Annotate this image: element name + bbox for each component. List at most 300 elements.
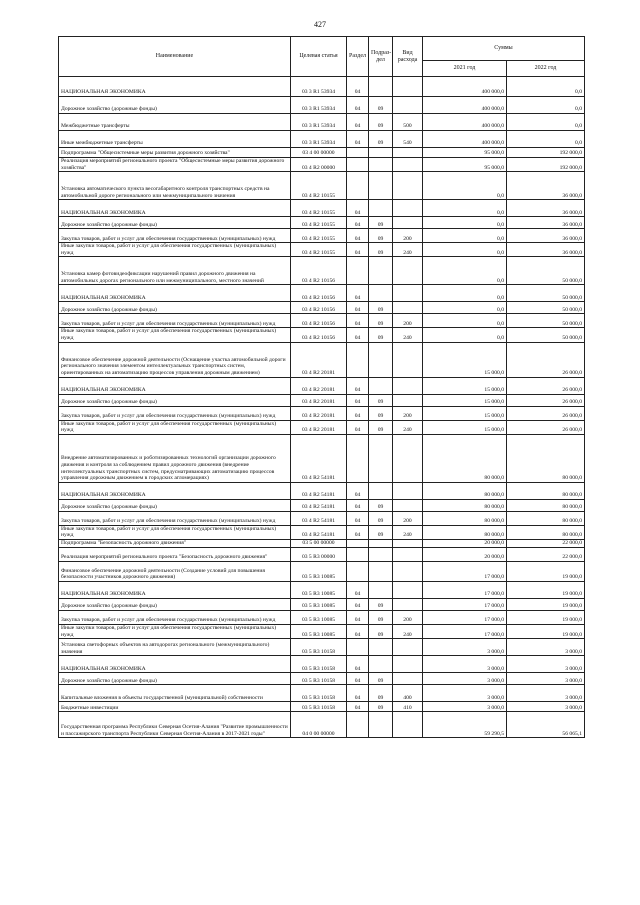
row-name: Установка светофорных объектов на автодорогах регионального (межмуниципального) значения	[59, 639, 291, 656]
table-row	[59, 394, 585, 406]
row-subsection	[369, 285, 393, 302]
row-expense-type	[393, 377, 423, 394]
row-target-article: 03 4 R2 00000	[291, 158, 347, 172]
table-row	[59, 257, 585, 285]
row-subsection	[369, 257, 393, 285]
row-amount-2022: 0,0	[507, 114, 585, 131]
row-amount-2021: 20 000,0	[423, 539, 507, 547]
row-amount-2021: 3 000,0	[423, 639, 507, 656]
row-section: 04	[347, 581, 369, 598]
row-section: 04	[347, 511, 369, 525]
row-subsection	[369, 158, 393, 172]
row-amount-2021: 15 000,0	[423, 420, 507, 434]
row-section: 04	[347, 610, 369, 624]
row-section: 04	[347, 200, 369, 217]
row-target-article: 03 4 R2 54181	[291, 525, 347, 539]
row-amount-2021: 0,0	[423, 257, 507, 285]
row-amount-2021: 17 000,0	[423, 561, 507, 581]
table-row	[59, 114, 585, 131]
row-amount-2022: 3 000,0	[507, 656, 585, 673]
row-amount-2022: 22 000,0	[507, 539, 585, 547]
row-expense-type: 240	[393, 525, 423, 539]
row-section: 04	[347, 131, 369, 148]
row-amount-2022: 192 000,0	[507, 158, 585, 172]
row-amount-2021: 80 000,0	[423, 482, 507, 499]
row-expense-type: 410	[393, 702, 423, 712]
row-subsection: 09	[369, 114, 393, 131]
row-name: Иные закупки товаров, работ и услуг для обеспечения государственных (муниципальных) нужд	[59, 624, 291, 638]
row-amount-2022: 36 000,0	[507, 172, 585, 200]
row-expense-type: 200	[393, 610, 423, 624]
row-section: 04	[347, 525, 369, 539]
row-expense-type	[393, 482, 423, 499]
row-amount-2021: 17 000,0	[423, 581, 507, 598]
row-target-article: 03 5 00 00000	[291, 539, 347, 547]
row-name: НАЦИОНАЛЬНАЯ ЭКОНОМИКА	[59, 200, 291, 217]
row-expense-type	[393, 499, 423, 511]
row-amount-2021: 3 000,0	[423, 685, 507, 702]
row-amount-2021: 400 000,0	[423, 114, 507, 131]
row-section	[347, 342, 369, 377]
row-amount-2021: 400 000,0	[423, 77, 507, 97]
row-name: Иные закупки товаров, работ и услуг для обеспечения государственных (муниципальных) нужд	[59, 243, 291, 257]
row-target-article: 03 3 R1 53934	[291, 77, 347, 97]
table-row	[59, 434, 585, 482]
row-target-article: 03 4 R2 54181	[291, 482, 347, 499]
row-section: 04	[347, 97, 369, 114]
row-expense-type	[393, 547, 423, 561]
table-row	[59, 656, 585, 673]
table-row	[59, 342, 585, 377]
row-name: Закупка товаров, работ и услуг для обеспечения государственных (муниципальных) нужд	[59, 406, 291, 420]
row-name: Дорожное хозяйство (дорожные фонды)	[59, 217, 291, 229]
table-row	[59, 511, 585, 525]
row-section	[347, 148, 369, 158]
row-amount-2021: 15 000,0	[423, 394, 507, 406]
row-amount-2021: 3 000,0	[423, 702, 507, 712]
row-subsection: 09	[369, 217, 393, 229]
row-name: Подпрограмма "Безопасность дорожного движения"	[59, 539, 291, 547]
row-section	[347, 158, 369, 172]
row-name: Дорожное хозяйство (дорожные фонды)	[59, 97, 291, 114]
row-target-article: 03 4 R2 54181	[291, 511, 347, 525]
row-target-article: 03 4 R2 20181	[291, 377, 347, 394]
row-name: Иные межбюджетные трансферты	[59, 131, 291, 148]
row-amount-2022: 50 000,0	[507, 257, 585, 285]
row-subsection: 09	[369, 624, 393, 638]
row-expense-type	[393, 217, 423, 229]
row-target-article: 03 4 R2 20181	[291, 406, 347, 420]
row-expense-type: 200	[393, 406, 423, 420]
table-row	[59, 499, 585, 511]
row-section: 04	[347, 482, 369, 499]
row-subsection: 09	[369, 525, 393, 539]
row-subsection: 09	[369, 610, 393, 624]
row-target-article: 03 4 R2 10155	[291, 172, 347, 200]
row-section	[347, 639, 369, 656]
row-section	[347, 712, 369, 738]
row-target-article: 03 3 R1 53934	[291, 97, 347, 114]
row-amount-2022: 80 000,0	[507, 499, 585, 511]
row-expense-type	[393, 581, 423, 598]
row-subsection: 09	[369, 314, 393, 328]
row-target-article: 03 4 R2 10155	[291, 217, 347, 229]
row-amount-2022: 26 000,0	[507, 406, 585, 420]
table-row	[59, 302, 585, 314]
row-section: 04	[347, 685, 369, 702]
row-section	[347, 172, 369, 200]
row-name: Закупка товаров, работ и услуг для обеспечения государственных (муниципальных) нужд	[59, 511, 291, 525]
row-expense-type: 240	[393, 624, 423, 638]
row-expense-type	[393, 172, 423, 200]
row-subsection: 09	[369, 394, 393, 406]
row-subsection	[369, 342, 393, 377]
row-target-article: 03 4 R2 20181	[291, 342, 347, 377]
row-expense-type	[393, 302, 423, 314]
table-row	[59, 328, 585, 342]
row-amount-2022: 3 000,0	[507, 639, 585, 656]
row-section: 04	[347, 499, 369, 511]
row-name: Иные закупки товаров, работ и услуг для обеспечения государственных (муниципальных) нужд	[59, 525, 291, 539]
row-amount-2022: 80 000,0	[507, 525, 585, 539]
row-amount-2022: 80 000,0	[507, 511, 585, 525]
row-expense-type	[393, 77, 423, 97]
row-amount-2021: 59 290,5	[423, 712, 507, 738]
header-name: Наименование	[59, 37, 291, 77]
row-target-article: 03 4 R2 10155	[291, 200, 347, 217]
row-expense-type	[393, 200, 423, 217]
row-name: НАЦИОНАЛЬНАЯ ЭКОНОМИКА	[59, 656, 291, 673]
row-expense-type	[393, 394, 423, 406]
row-expense-type	[393, 656, 423, 673]
row-section: 04	[347, 673, 369, 685]
row-subsection	[369, 547, 393, 561]
table-row	[59, 131, 585, 148]
row-subsection: 09	[369, 131, 393, 148]
row-section: 04	[347, 285, 369, 302]
row-subsection: 09	[369, 673, 393, 685]
table-row	[59, 702, 585, 712]
table-row	[59, 624, 585, 638]
row-section: 04	[347, 624, 369, 638]
row-expense-type: 200	[393, 229, 423, 243]
table-row	[59, 314, 585, 328]
table-row	[59, 547, 585, 561]
row-expense-type: 240	[393, 328, 423, 342]
row-expense-type	[393, 148, 423, 158]
table-row	[59, 285, 585, 302]
row-amount-2021: 0,0	[423, 328, 507, 342]
table-row	[59, 539, 585, 547]
row-amount-2022: 19 000,0	[507, 561, 585, 581]
header-year-2022: 2022 год	[507, 61, 585, 77]
row-amount-2022: 36 000,0	[507, 200, 585, 217]
row-target-article: 03 4 R2 20181	[291, 394, 347, 406]
row-target-article: 03 4 R2 54181	[291, 499, 347, 511]
row-target-article: 03 5 R3 10158	[291, 673, 347, 685]
row-name: Бюджетные инвестиции	[59, 702, 291, 712]
row-amount-2022: 19 000,0	[507, 624, 585, 638]
row-section: 04	[347, 77, 369, 97]
row-section: 04	[347, 598, 369, 610]
header-subsection: Подраз- дел	[369, 37, 393, 77]
row-amount-2021: 95 000,0	[423, 158, 507, 172]
row-amount-2021: 0,0	[423, 217, 507, 229]
row-section	[347, 547, 369, 561]
row-section: 04	[347, 420, 369, 434]
header-sums: Суммы	[423, 37, 585, 61]
table-row	[59, 673, 585, 685]
row-expense-type: 200	[393, 511, 423, 525]
row-amount-2021: 17 000,0	[423, 624, 507, 638]
row-expense-type: 500	[393, 114, 423, 131]
row-amount-2021: 400 000,0	[423, 131, 507, 148]
table-row	[59, 420, 585, 434]
row-amount-2022: 36 000,0	[507, 229, 585, 243]
row-name: Подпрограмма "Общесистемные меры развития дорожного хозяйства"	[59, 148, 291, 158]
row-section: 04	[347, 377, 369, 394]
row-amount-2022: 3 000,0	[507, 702, 585, 712]
row-amount-2022: 22 000,0	[507, 547, 585, 561]
row-target-article: 03 5 R3 10085	[291, 624, 347, 638]
row-target-article: 03 5 R3 10085	[291, 581, 347, 598]
row-name: Закупка товаров, работ и услуг для обеспечения государственных (муниципальных) нужд	[59, 610, 291, 624]
table-row	[59, 229, 585, 243]
row-section	[347, 434, 369, 482]
row-section: 04	[347, 229, 369, 243]
row-subsection	[369, 656, 393, 673]
table-row	[59, 406, 585, 420]
row-name: Финансовое обеспечение дорожной деятельности (Оснащение участка автомобильной дороги регионального значения элементом интеллектуальных транспортных систем, ориентированных на автоматизацию процессов управления дорожным движением)	[59, 342, 291, 377]
row-name: Дорожное хозяйство (дорожные фонды)	[59, 598, 291, 610]
row-amount-2022: 0,0	[507, 131, 585, 148]
row-name: Дорожное хозяйство (дорожные фонды)	[59, 394, 291, 406]
row-name: НАЦИОНАЛЬНАЯ ЭКОНОМИКА	[59, 581, 291, 598]
row-amount-2021: 400 000,0	[423, 97, 507, 114]
row-name: НАЦИОНАЛЬНАЯ ЭКОНОМИКА	[59, 377, 291, 394]
row-amount-2022: 26 000,0	[507, 377, 585, 394]
row-subsection: 09	[369, 702, 393, 712]
table-row	[59, 598, 585, 610]
table-row	[59, 610, 585, 624]
row-expense-type	[393, 561, 423, 581]
row-amount-2022: 26 000,0	[507, 420, 585, 434]
row-name: Дорожное хозяйство (дорожные фонды)	[59, 499, 291, 511]
row-amount-2021: 17 000,0	[423, 598, 507, 610]
row-name: НАЦИОНАЛЬНАЯ ЭКОНОМИКА	[59, 482, 291, 499]
row-amount-2021: 95 000,0	[423, 148, 507, 158]
row-amount-2022: 26 000,0	[507, 394, 585, 406]
row-section	[347, 257, 369, 285]
row-subsection	[369, 148, 393, 158]
row-amount-2022: 192 000,0	[507, 148, 585, 158]
header-section: Раздел	[347, 37, 369, 77]
row-target-article: 03 4 00 00000	[291, 148, 347, 158]
row-target-article: 03 4 R2 10155	[291, 229, 347, 243]
row-name: Финансовое обеспечение дорожной деятельности (Создание условий для повышения безопасности участников дорожного движения)	[59, 561, 291, 581]
row-subsection	[369, 172, 393, 200]
row-name: Внедрение автоматизированных и роботизированных технологий организации дорожного движения и контроля за соблюдением правил дорожного движения (внедрение интеллектуальных транспортных систем, предусматривающих автоматизацию процессов управления дорожным движением в городских агломерациях)	[59, 434, 291, 482]
row-target-article: 03 4 R2 54181	[291, 434, 347, 482]
row-target-article: 03 3 R1 53934	[291, 131, 347, 148]
row-amount-2022: 0,0	[507, 77, 585, 97]
row-subsection	[369, 581, 393, 598]
row-target-article: 03 4 R2 10156	[291, 257, 347, 285]
row-amount-2021: 3 000,0	[423, 673, 507, 685]
row-amount-2021: 0,0	[423, 285, 507, 302]
row-expense-type	[393, 712, 423, 738]
row-subsection	[369, 434, 393, 482]
row-subsection: 09	[369, 302, 393, 314]
row-amount-2021: 0,0	[423, 302, 507, 314]
row-expense-type: 240	[393, 420, 423, 434]
row-subsection	[369, 639, 393, 656]
row-section	[347, 539, 369, 547]
row-expense-type: 540	[393, 131, 423, 148]
row-amount-2022: 3 000,0	[507, 685, 585, 702]
row-name: НАЦИОНАЛЬНАЯ ЭКОНОМИКА	[59, 77, 291, 97]
table-row	[59, 685, 585, 702]
row-amount-2022: 19 000,0	[507, 598, 585, 610]
row-subsection: 09	[369, 511, 393, 525]
row-target-article: 03 5 R3 10085	[291, 610, 347, 624]
row-subsection: 09	[369, 420, 393, 434]
row-subsection	[369, 712, 393, 738]
table-row	[59, 172, 585, 200]
row-section: 04	[347, 328, 369, 342]
row-amount-2021: 80 000,0	[423, 499, 507, 511]
row-name: Дорожное хозяйство (дорожные фонды)	[59, 673, 291, 685]
row-expense-type	[393, 639, 423, 656]
row-amount-2021: 0,0	[423, 229, 507, 243]
row-target-article: 03 4 R2 10156	[291, 285, 347, 302]
row-amount-2022: 50 000,0	[507, 314, 585, 328]
row-amount-2021: 80 000,0	[423, 434, 507, 482]
header-year-2021: 2021 год	[423, 61, 507, 77]
page-number: 427	[314, 20, 326, 29]
row-subsection	[369, 539, 393, 547]
row-expense-type	[393, 285, 423, 302]
row-amount-2022: 26 000,0	[507, 342, 585, 377]
row-name: Закупка товаров, работ и услуг для обеспечения государственных (муниципальных) нужд	[59, 314, 291, 328]
row-section: 04	[347, 243, 369, 257]
row-name: Установка камер фотовидеофиксации нарушений правил дорожного движения на автомобильных дорогах регионального или межмуниципального, местного значений	[59, 257, 291, 285]
table-row	[59, 712, 585, 738]
row-amount-2021: 80 000,0	[423, 525, 507, 539]
row-expense-type	[393, 539, 423, 547]
table-row	[59, 200, 585, 217]
row-expense-type	[393, 97, 423, 114]
table-row	[59, 217, 585, 229]
row-section: 04	[347, 217, 369, 229]
row-amount-2021: 80 000,0	[423, 511, 507, 525]
row-amount-2021: 15 000,0	[423, 406, 507, 420]
row-expense-type	[393, 598, 423, 610]
row-amount-2021: 20 000,0	[423, 547, 507, 561]
row-target-article: 03 4 R2 10156	[291, 328, 347, 342]
table-row	[59, 97, 585, 114]
row-section: 04	[347, 406, 369, 420]
row-expense-type	[393, 342, 423, 377]
table-row	[59, 561, 585, 581]
row-target-article: 03 4 R2 10155	[291, 243, 347, 257]
row-target-article: 03 5 R3 10085	[291, 598, 347, 610]
row-subsection: 09	[369, 229, 393, 243]
table-row	[59, 482, 585, 499]
row-subsection	[369, 77, 393, 97]
row-amount-2021: 3 000,0	[423, 656, 507, 673]
row-target-article: 03 5 R3 10158	[291, 702, 347, 712]
row-target-article: 03 5 R3 10085	[291, 561, 347, 581]
table-row	[59, 77, 585, 97]
row-section: 04	[347, 114, 369, 131]
row-expense-type	[393, 673, 423, 685]
table-row	[59, 148, 585, 158]
row-target-article: 03 5 R3 00000	[291, 547, 347, 561]
row-target-article: 03 4 R2 10156	[291, 314, 347, 328]
row-section: 04	[347, 702, 369, 712]
row-target-article: 03 3 R1 53934	[291, 114, 347, 131]
row-amount-2021: 0,0	[423, 314, 507, 328]
row-amount-2021: 0,0	[423, 200, 507, 217]
row-subsection: 09	[369, 243, 393, 257]
table-row	[59, 639, 585, 656]
row-expense-type	[393, 158, 423, 172]
row-target-article: 03 5 R3 10158	[291, 685, 347, 702]
row-subsection: 09	[369, 406, 393, 420]
row-expense-type	[393, 434, 423, 482]
row-amount-2021: 15 000,0	[423, 377, 507, 394]
header-target-article: Целевая статья	[291, 37, 347, 77]
row-name: Реализация мероприятий регионального проекта "Безопасность дорожного движения"	[59, 547, 291, 561]
row-name: Дорожное хозяйство (дорожные фонды)	[59, 302, 291, 314]
row-expense-type: 240	[393, 243, 423, 257]
table-row	[59, 377, 585, 394]
row-subsection: 09	[369, 685, 393, 702]
row-name: НАЦИОНАЛЬНАЯ ЭКОНОМИКА	[59, 285, 291, 302]
table-row	[59, 581, 585, 598]
row-amount-2022: 0,0	[507, 97, 585, 114]
row-name: Реализация мероприятий регионального проекта "Общесистемные меры развития дорожного хозяйства"	[59, 158, 291, 172]
row-section: 04	[347, 314, 369, 328]
row-name: Закупка товаров, работ и услуг для обеспечения государственных (муниципальных) нужд	[59, 229, 291, 243]
row-subsection	[369, 377, 393, 394]
table-row	[59, 158, 585, 172]
row-subsection: 09	[369, 499, 393, 511]
row-target-article: 03 4 R2 20181	[291, 420, 347, 434]
row-amount-2022: 36 000,0	[507, 217, 585, 229]
row-amount-2022: 50 000,0	[507, 285, 585, 302]
row-subsection: 09	[369, 328, 393, 342]
table-row	[59, 525, 585, 539]
row-name: Иные закупки товаров, работ и услуг для обеспечения государственных (муниципальных) нужд	[59, 328, 291, 342]
row-section: 04	[347, 656, 369, 673]
row-amount-2021: 0,0	[423, 172, 507, 200]
row-section: 04	[347, 394, 369, 406]
row-amount-2022: 19 000,0	[507, 581, 585, 598]
row-amount-2022: 19 000,0	[507, 610, 585, 624]
row-name: Иные закупки товаров, работ и услуг для обеспечения государственных (муниципальных) нужд	[59, 420, 291, 434]
row-subsection	[369, 200, 393, 217]
row-target-article: 03 5 R3 10158	[291, 639, 347, 656]
row-target-article: 04 0 00 00000	[291, 712, 347, 738]
row-amount-2022: 36 000,0	[507, 243, 585, 257]
row-expense-type	[393, 257, 423, 285]
table-body	[59, 77, 585, 738]
row-amount-2022: 80 000,0	[507, 482, 585, 499]
row-amount-2022: 3 000,0	[507, 673, 585, 685]
row-subsection: 09	[369, 598, 393, 610]
